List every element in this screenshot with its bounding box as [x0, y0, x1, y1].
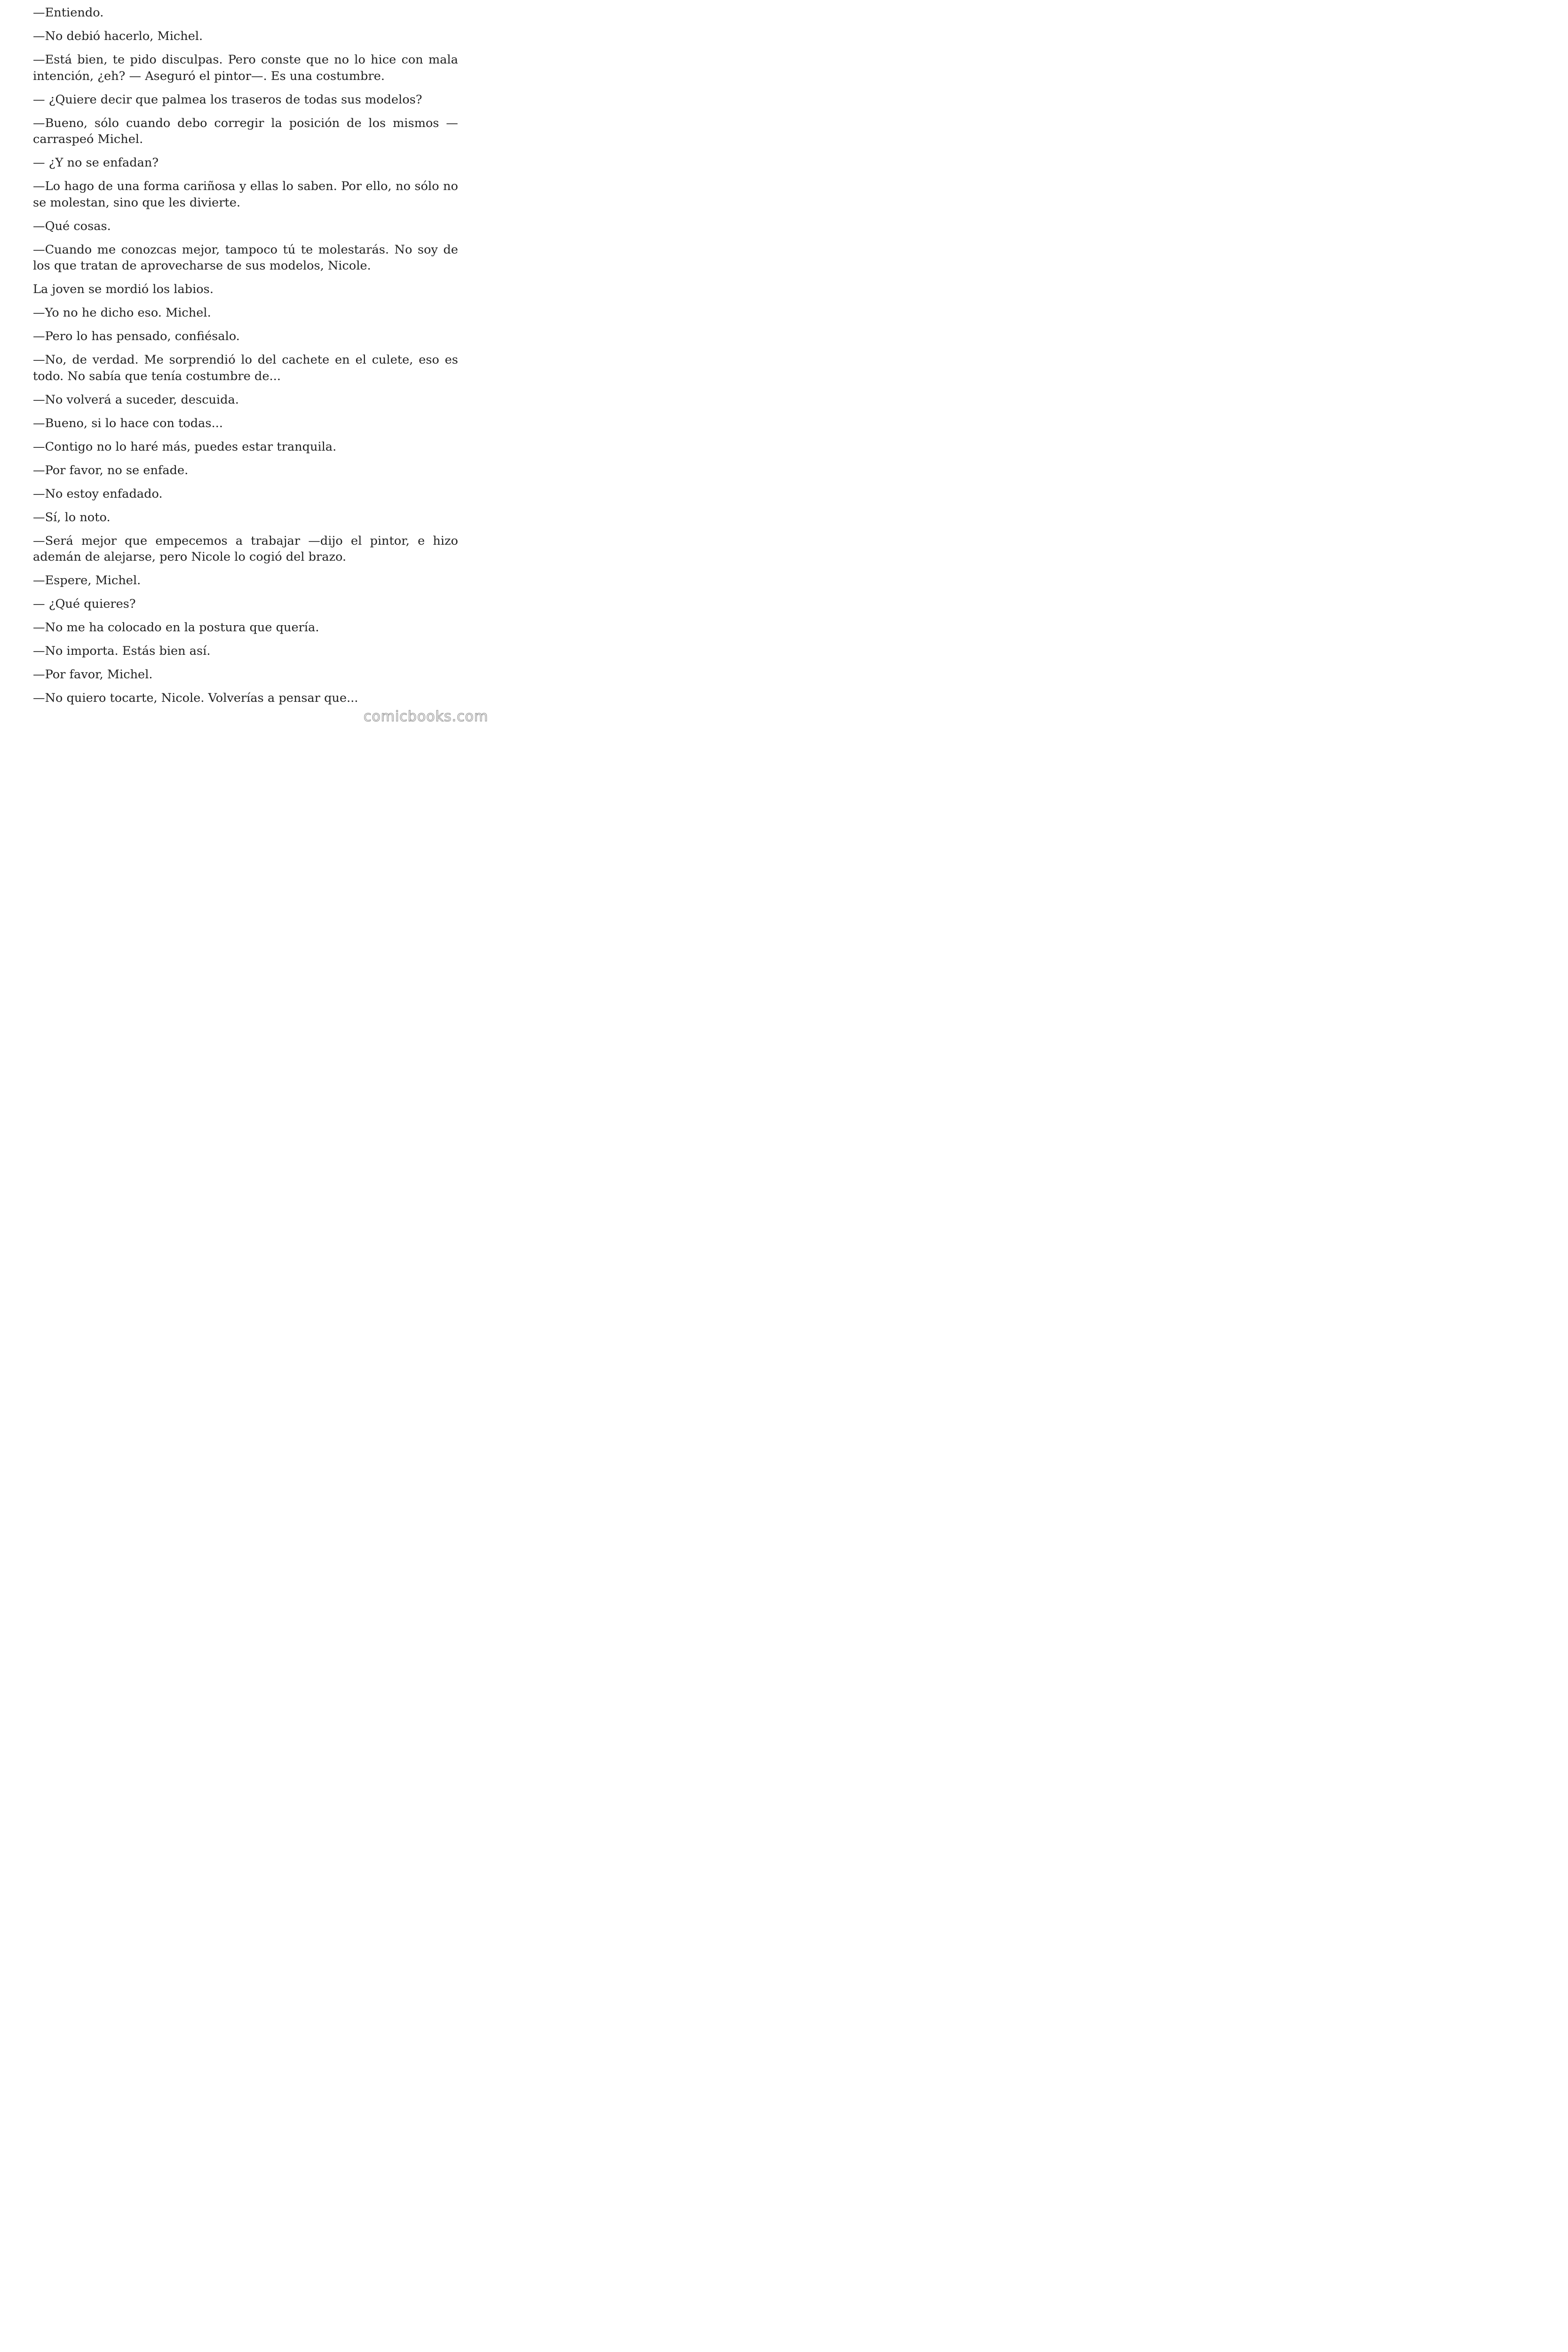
paragraph: La joven se mordió los labios.	[33, 282, 214, 296]
paragraph: — ¿Y no se enfadan?	[33, 156, 159, 170]
paragraph: —Será mejor que empecemos a trabajar —dijo el pintor, e hizo ademán de alejarse, pero Nicole lo cogió del brazo.	[33, 533, 458, 564]
paragraph: —No quiero tocarte, Nicole. Volverías a pensar que...	[33, 691, 358, 705]
paragraph: —Está bien, te pido disculpas. Pero conste que no lo hice con mala intención, ¿eh? — Aseguró el pintor—. Es una costumbre.	[33, 53, 458, 83]
paragraph: —Cuando me conozcas mejor, tampoco tú te molestarás. No soy de los que tratan de aprovecharse de sus modelos, Nicole.	[33, 242, 458, 273]
paragraph: —No, de verdad. Me sorprendió lo del cachete en el culete, eso es todo. No sabía que tenía costumbre de...	[33, 353, 458, 383]
paragraph: —Por favor, Michel.	[33, 667, 153, 682]
paragraph: — ¿Quiere decir que palmea los traseros de todas sus modelos?	[33, 92, 422, 107]
paragraph: —Por favor, no se enfade.	[33, 463, 189, 477]
paragraph: —No volverá a suceder, descuida.	[33, 392, 239, 407]
paragraph: —Lo hago de una forma cariñosa y ellas lo saben. Por ello, no sólo no se molestan, sino que les divierte.	[33, 179, 458, 210]
document-page	[33, 5, 458, 714]
paragraph: —Sí, lo noto.	[33, 510, 111, 524]
paragraph: —Bueno, si lo hace con todas...	[33, 416, 223, 430]
paragraph: —No estoy enfadado.	[33, 486, 163, 501]
paragraph: —No me ha colocado en la postura que quería.	[33, 620, 319, 635]
paragraph: —No debió hacerlo, Michel.	[33, 29, 203, 43]
paragraph: —No importa. Estás bien así.	[33, 644, 211, 658]
paragraph: —Contigo no lo haré más, puedes estar tranquila.	[33, 439, 337, 454]
paragraph: —Entiendo.	[33, 6, 104, 20]
watermark-logo: comicbooks.com	[364, 708, 489, 725]
paragraph: —Bueno, sólo cuando debo corregir la posición de los mismos — carraspeó Michel.	[33, 116, 458, 146]
paragraph: —Espere, Michel.	[33, 573, 141, 588]
paragraph: —Yo no he dicho eso. Michel.	[33, 306, 211, 320]
paragraph: —Qué cosas.	[33, 219, 111, 233]
paragraph: —Pero lo has pensado, confiésalo.	[33, 329, 240, 343]
paragraph: — ¿Qué quieres?	[33, 597, 136, 611]
